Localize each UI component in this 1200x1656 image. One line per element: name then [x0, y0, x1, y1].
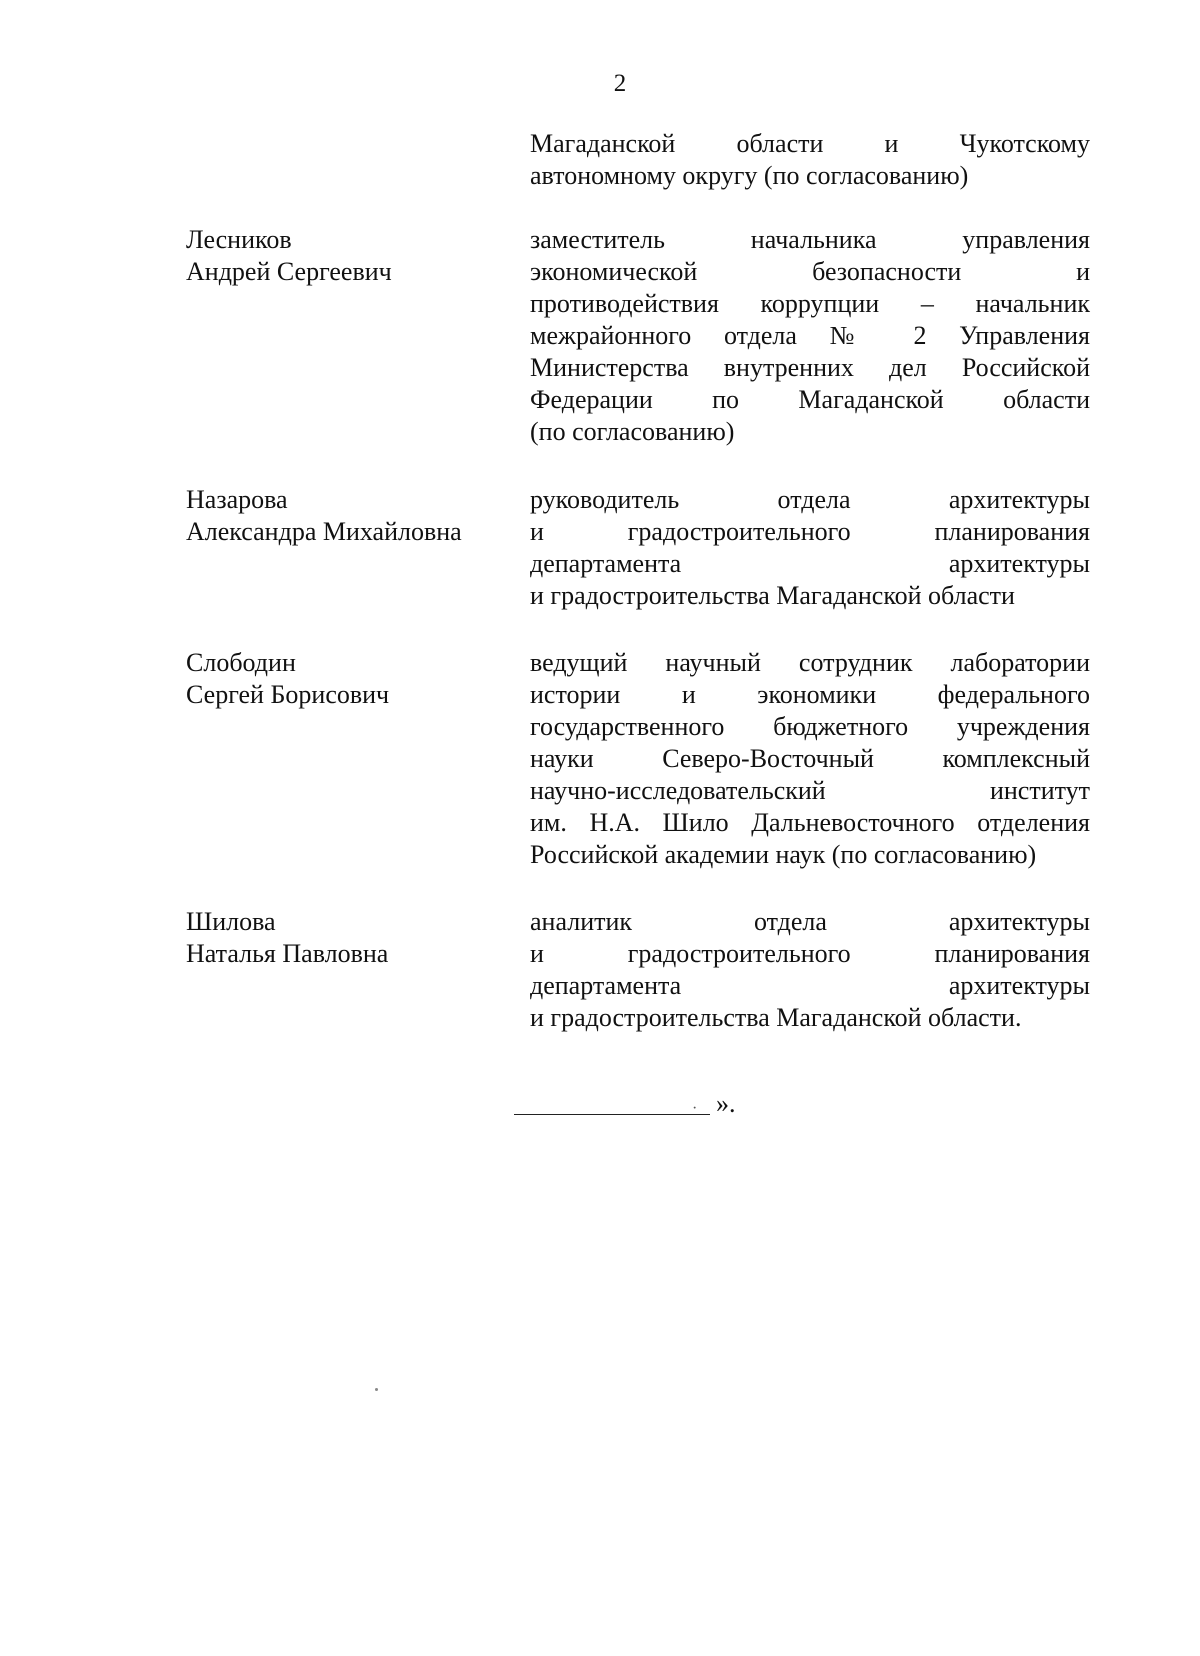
position-line: (по согласованию) — [530, 417, 735, 446]
position-line: и градостроительного планирования — [530, 939, 1090, 968]
position-line: и градостроительного планирования — [530, 517, 1090, 546]
position-line: противодействия коррупции – начальник — [530, 289, 1090, 318]
member-name — [186, 484, 516, 548]
position-line: и градостроительства Магаданской области — [530, 581, 1015, 610]
position-line: Министерства внутренних дел Российской — [530, 353, 1090, 382]
position-line: истории и экономики федерального — [530, 680, 1090, 709]
member-name — [186, 906, 516, 970]
member-given-names: Сергей Борисович — [186, 680, 390, 709]
position-line: экономической безопасности и — [530, 257, 1090, 286]
position-line: заместитель начальника управления — [530, 225, 1090, 254]
description-line: автономному округу (по согласованию) — [530, 161, 969, 190]
position-line: науки Северо-Восточный комплексный — [530, 744, 1090, 773]
position-line: межрайонного отдела № 2 Управления — [530, 321, 1090, 350]
member-surname: Шилова — [186, 907, 276, 936]
member-surname: Назарова — [186, 485, 288, 514]
position-line: Федерации по Магаданской области — [530, 385, 1090, 414]
position-line: департамента архитектуры — [530, 971, 1090, 1000]
position-line: научно-исследовательский институт — [530, 776, 1090, 805]
position-line: руководитель отдела архитектуры — [530, 485, 1090, 514]
member-given-names: Наталья Павловна — [186, 939, 389, 968]
position-line: аналитик отдела архитектуры — [530, 907, 1090, 936]
member-given-names: Андрей Сергеевич — [186, 257, 392, 286]
position-line: государственного бюджетного учреждения — [530, 712, 1090, 741]
scan-speck — [375, 1388, 378, 1391]
position-line: департамента архитектуры — [530, 549, 1090, 578]
horizontal-rule — [514, 1114, 710, 1115]
member-position — [530, 906, 1090, 1034]
member-name — [186, 224, 516, 288]
position-line: ведущий научный сотрудник лаборатории — [530, 648, 1090, 677]
description-line: Магаданской области и Чукотскому — [530, 129, 1090, 158]
member-position — [530, 484, 1090, 612]
continued-description — [530, 128, 1090, 192]
scan-dot: · — [692, 1100, 698, 1117]
member-surname: Слободин — [186, 648, 296, 677]
position-line: Российской академии наук (по согласованию) — [530, 840, 1037, 869]
position-line: и градостроительства Магаданской области. — [530, 1003, 1022, 1032]
member-surname: Лесников — [186, 225, 292, 254]
position-line: им. Н.А. Шило Дальневосточного отделения — [530, 808, 1090, 837]
member-given-names: Александра Михайловна — [186, 517, 462, 546]
member-name — [186, 647, 516, 711]
closing-quote: ». — [716, 1089, 736, 1118]
page-number: 2 — [613, 70, 627, 97]
member-position — [530, 647, 1090, 871]
member-position — [530, 224, 1090, 448]
